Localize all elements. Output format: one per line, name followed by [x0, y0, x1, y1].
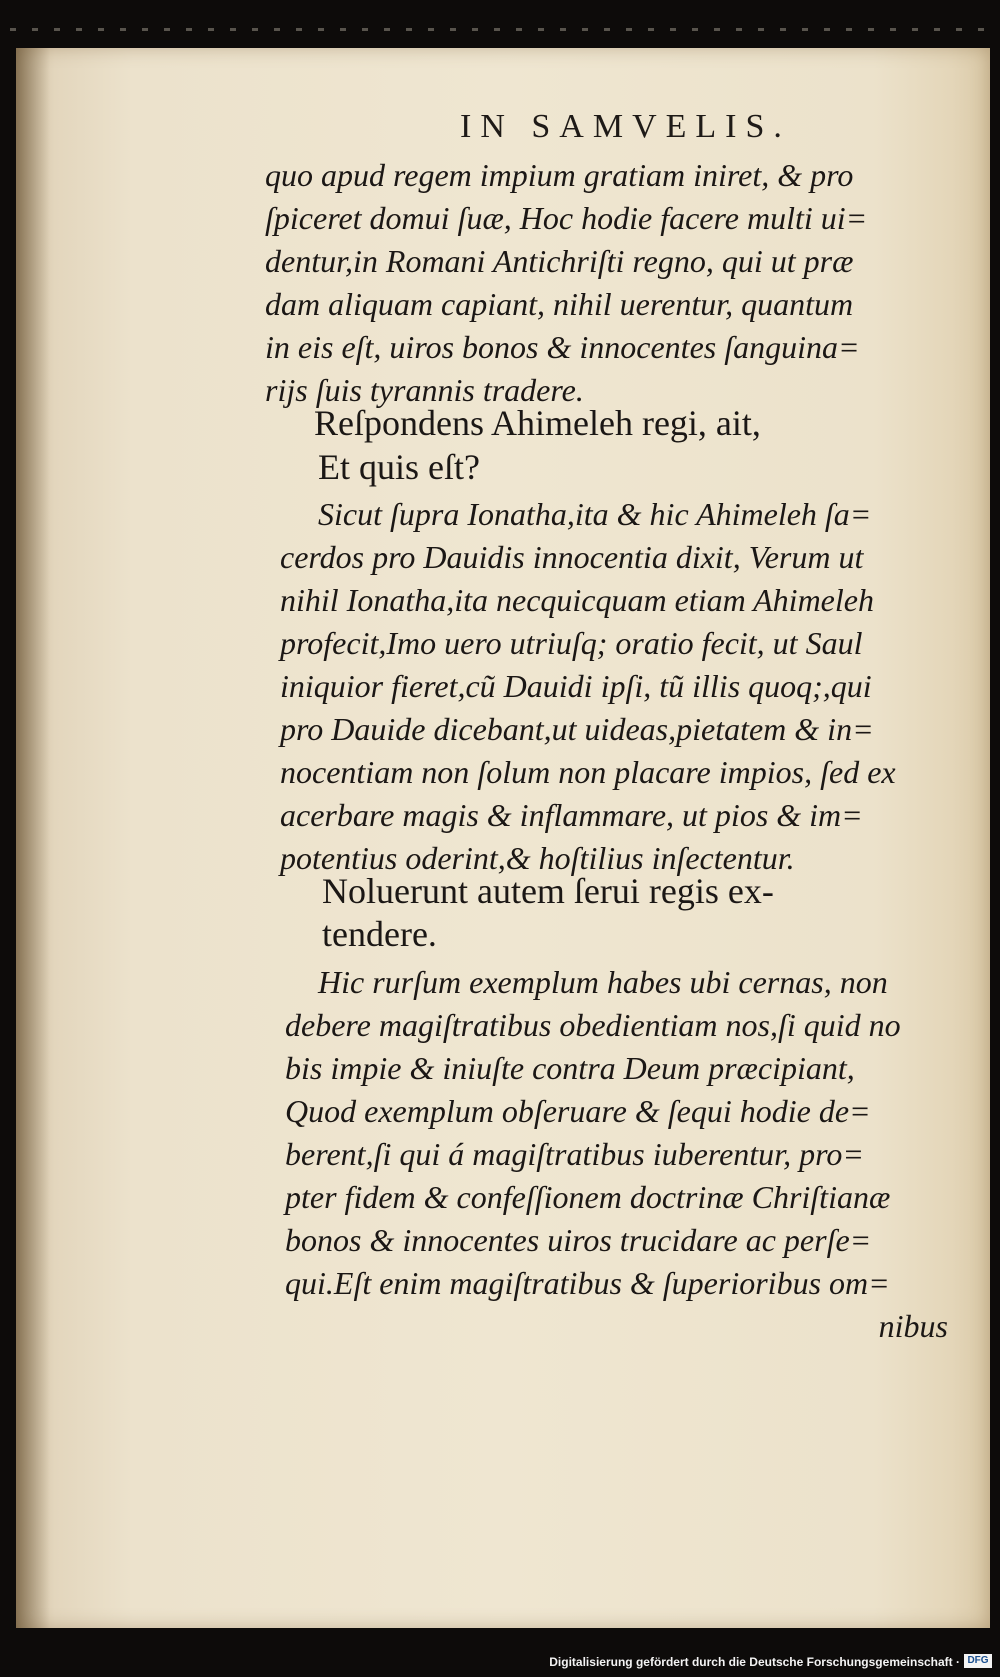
- gutter-shadow: [16, 48, 50, 1628]
- text-line: potentius oderint,& hoſtilius inſectentur.: [280, 840, 795, 876]
- text-line: qui.Eſt enim magiſtratibus & ſuperioribus om=: [285, 1265, 890, 1301]
- text-line: ſpiceret domui ſuæ, Hoc hodie facere multi ui=: [265, 200, 868, 236]
- text-line: debere magiſtratibus obedientiam nos,ſi quid no: [285, 1007, 901, 1043]
- text-line: iniquior fieret,cũ Dauidi ipſi, tũ illis quoq;,qui: [280, 668, 872, 704]
- text-line: Hic rurſum exemplum habes ubi cernas, non: [318, 964, 888, 1000]
- text-line: berent,ſi qui á magiſtratibus iuberentur, pro=: [285, 1136, 864, 1172]
- text-line: quo apud regem impium gratiam iniret, & pro: [265, 157, 854, 193]
- text-line: dam aliquam capiant, nihil uerentur, quantum: [265, 286, 854, 322]
- dfg-logo: DFG: [964, 1654, 992, 1668]
- text-line: pter fidem & confeſſionem doctrinæ Chriſtianæ: [285, 1179, 891, 1215]
- text-line: Sicut ſupra Ionatha,ita & hic Ahimeleh ſa=: [318, 496, 872, 532]
- running-head: IN SAMVELIS.: [460, 108, 791, 145]
- scripture-lemma: Noluerunt autem ſerui regis ex-: [322, 871, 774, 911]
- text-line: Quod exemplum obſeruare & ſequi hodie de=: [285, 1093, 871, 1129]
- text-line: bis impie & iniuſte contra Deum præcipiant,: [285, 1050, 855, 1086]
- catchword: nibus: [878, 1308, 948, 1344]
- text-line: rijs ſuis tyrannis tradere.: [265, 372, 584, 408]
- scripture-lemma: tendere.: [322, 914, 437, 954]
- digitization-credit: Digitalisierung gefördert durch die Deutsche Forschungsgemeinschaft ·: [549, 1655, 960, 1669]
- text-line: dentur,in Romani Antichriſti regno, qui ut præ: [265, 243, 854, 279]
- scripture-lemma: Et quis eſt?: [318, 447, 480, 487]
- text-line: in eis eſt, uiros bonos & innocentes ſanguina=: [265, 329, 860, 365]
- text-line: profecit,Imo uero utriuſq; oratio fecit, ut Saul: [280, 625, 863, 661]
- text-line: pro Dauide dicebant,ut uideas,pietatem & in=: [280, 711, 874, 747]
- text-line: nihil Ionatha,ita necquicquam etiam Ahimeleh: [280, 582, 874, 618]
- text-line: nocentiam non ſolum non placare impios, ſed ex: [280, 754, 896, 790]
- scripture-lemma: Reſpondens Ahimeleh regi, ait,: [314, 403, 761, 443]
- text-line: acerbare magis & inflammare, ut pios & im=: [280, 797, 863, 833]
- text-line: bonos & innocentes uiros trucidare ac perſe=: [285, 1222, 872, 1258]
- text-line: cerdos pro Dauidis innocentia dixit, Verum ut: [280, 539, 864, 575]
- binding-stitch-edge: [0, 0, 1000, 40]
